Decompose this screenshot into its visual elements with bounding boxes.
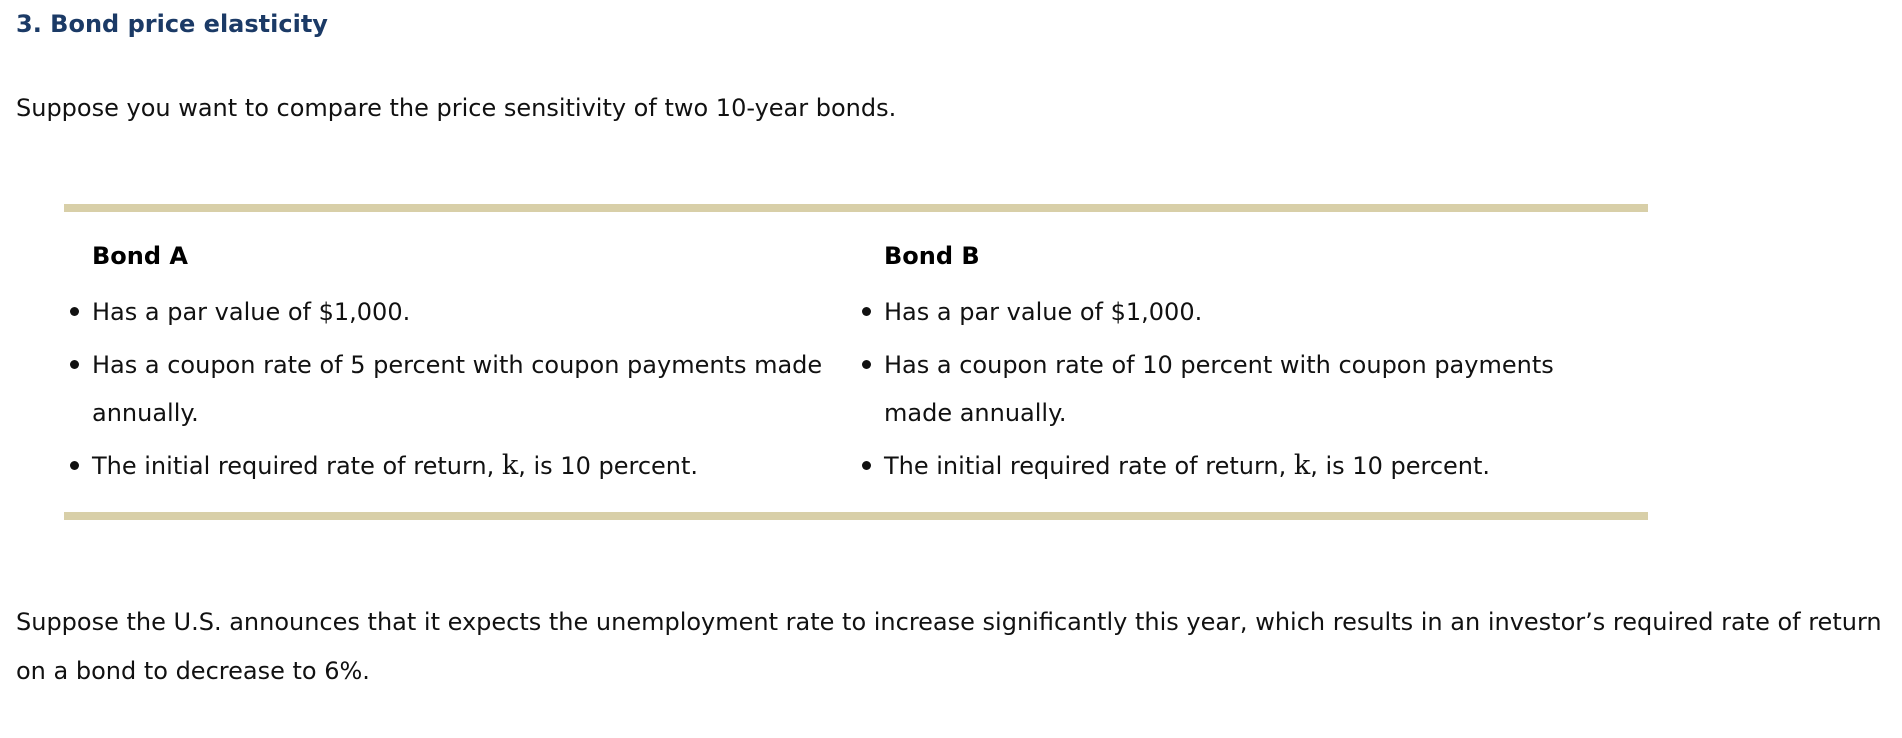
bond-a-return-suffix: , is 10 percent. [518, 452, 699, 480]
bond-a-required-return [64, 442, 824, 490]
page-title: 3. Bond price elasticity [16, 10, 328, 38]
bond-a-heading: Bond A [92, 242, 188, 270]
bond-b-return-prefix: The initial required rate of return, [884, 452, 1287, 480]
bond-b-return-variable: k [1293, 450, 1311, 481]
bond-comparison-box [64, 204, 1648, 520]
bond-a-coupon: Has a coupon rate of 5 percent with coupon payments made annually. [64, 341, 824, 437]
bond-b-list [856, 288, 1616, 490]
bond-a-return-prefix: The initial required rate of return, [92, 452, 495, 480]
bond-b-return-suffix: , is 10 percent. [1310, 452, 1491, 480]
bond-a-return-variable: k [501, 450, 519, 481]
bond-b-heading: Bond B [884, 242, 980, 270]
bond-b-coupon: Has a coupon rate of 10 percent with coupon payments made annually. [856, 341, 1616, 437]
bond-b-par-value: Has a par value of $1,000. [856, 288, 1616, 336]
bond-b-column [856, 236, 1616, 495]
bond-a-list [64, 288, 824, 490]
bond-b-required-return [856, 442, 1616, 490]
intro-text: Suppose you want to compare the price sensitivity of two 10-year bonds. [16, 94, 897, 122]
scenario-text: Suppose the U.S. announces that it expects the unemployment rate to increase significantly this year, which results in an investor’s required rate of return on a bond to decrease to 6%. [16, 608, 1882, 685]
bond-a-par-value: Has a par value of $1,000. [64, 288, 824, 336]
bond-a-column [64, 236, 824, 495]
